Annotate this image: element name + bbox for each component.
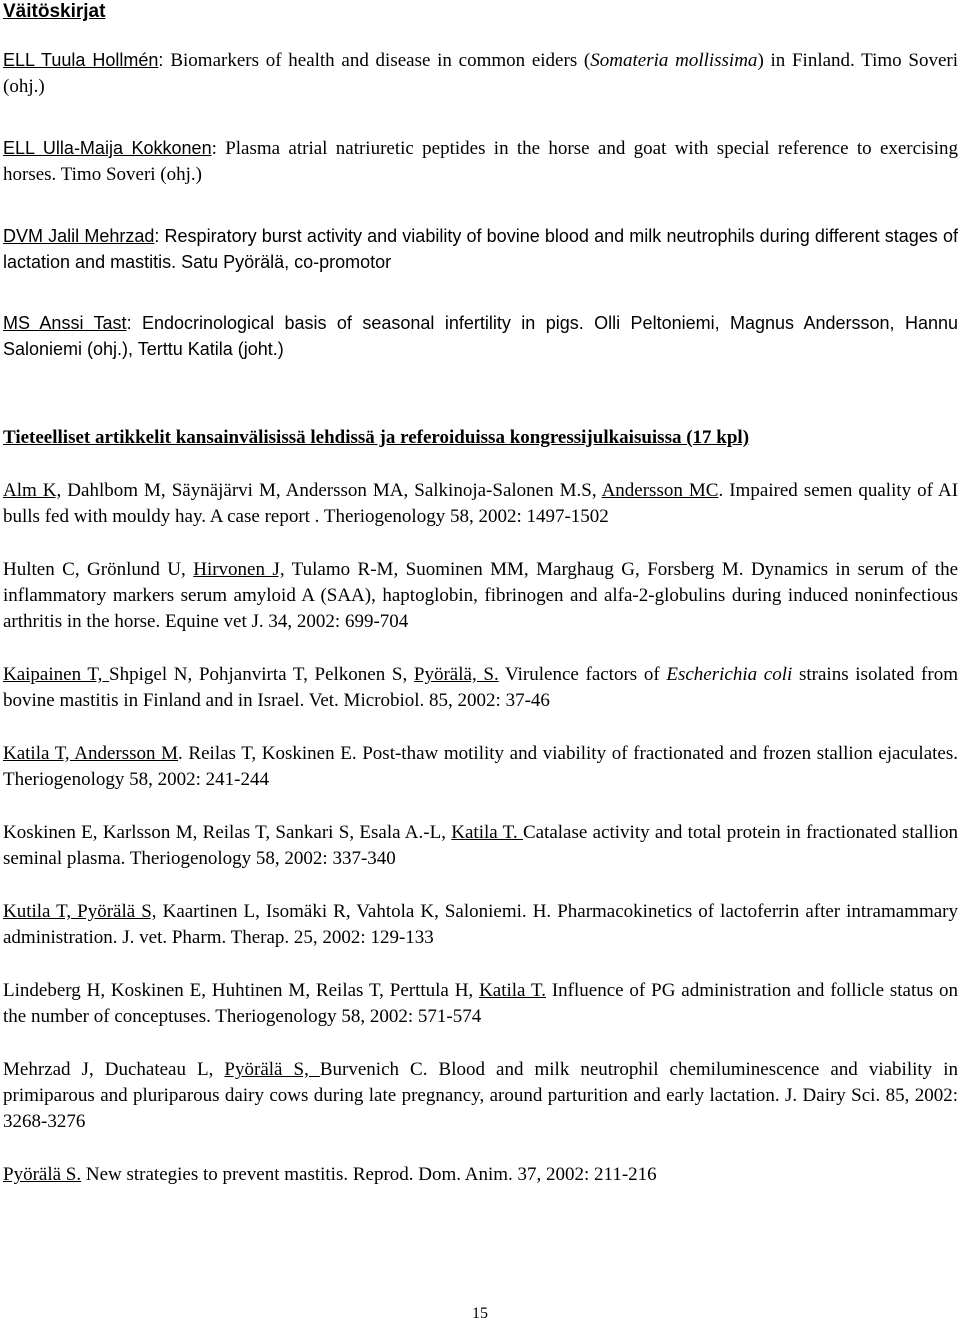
thesis-species: Somateria mollissima	[590, 50, 758, 71]
article-entry	[3, 478, 958, 530]
article-text: Shpigel N, Pohjanvirta T, Pelkonen S,	[109, 664, 414, 685]
article-text: New strategies to prevent mastitis. Reprod. Dom. Anim. 37, 2002: 211-216	[81, 1164, 657, 1185]
document-page	[3, 0, 958, 1188]
thesis-text: Respiratory burst activity and viability of bovine blood and milk neutrophils during different stages of lactation and mastitis. Satu Pyörälä, co-promotor	[3, 226, 958, 272]
article-author-highlight: Pyörälä S.	[3, 1164, 82, 1185]
article-author-highlight: Hirvonen J,	[193, 559, 285, 580]
article-text: Catalase activity and total protein in fractionated stallion seminal plasma. Theriogenology 58, 2002: 337-340	[3, 822, 958, 869]
thesis-sep: :	[154, 226, 165, 246]
article-entry	[3, 557, 958, 635]
article-text: Burvenich C. Blood and milk neutrophil chemiluminescence and viability in primiparous and pluriparous dairy cows during late pregnancy, around parturition and early lactation. J. Dairy Sci. 85, 2002: 3268-3276	[3, 1059, 958, 1132]
thesis-entry	[3, 47, 958, 100]
article-text: Koskinen E, Karlsson M, Reilas T, Sankari S, Esala A.-L,	[3, 822, 452, 843]
article-text: Virulence factors of	[498, 664, 667, 685]
thesis-entry	[3, 310, 958, 362]
page-heading: Väitöskirjat	[3, 1, 106, 22]
article-author-highlight: Kaipainen T,	[3, 664, 110, 685]
article-text: Kaartinen L, Isomäki R, Vahtola K, Saloniemi. H. Pharmacokinetics of lactoferrin after intramammary administration. J. vet. Pharm. Therap. 25, 2002: 129-133	[3, 901, 958, 948]
thesis-entry	[3, 135, 958, 188]
thesis-text: ) in Finland. Timo Soveri (ohj.)	[3, 50, 958, 97]
article-entry	[3, 741, 958, 793]
article-entry	[3, 1057, 958, 1135]
article-author-highlight: Andersson MC	[601, 480, 719, 501]
article-text: strains isolated from bovine mastitis in Finland and in Israel. Vet. Microbiol. 85, 2002: 37-46	[3, 664, 958, 711]
article-entry	[3, 820, 958, 872]
section-title: Tieteelliset artikkelit kansainvälisissä lehdissä ja referoiduissa kongressijulkaisuissa (17 kpl)	[3, 427, 750, 448]
article-text: Hulten C, Grönlund U,	[3, 559, 194, 580]
article-author-highlight: Pyörälä S,	[224, 1059, 320, 1080]
thesis-text: Plasma atrial natriuretic peptides in the horse and goat with special reference to exercising horses. Timo Soveri (ohj.)	[3, 138, 959, 185]
article-author-highlight: Katila T, Andersson M	[3, 743, 179, 764]
article-entry	[3, 662, 958, 714]
article-text: Dahlbom M, Säynäjärvi M, Andersson MA, Salkinoja-Salonen M.S,	[61, 480, 602, 501]
article-text: Tulamo R-M, Suominen MM, Marghaug G, Forsberg M. Dynamics in serum of the inflammatory markers serum amyloid A (SAA), haptoglobin, fibrinogen and alfa-2-globulins during induced noninfectious arthritis in the horse. Equine vet J. 34, 2002: 699-704	[3, 559, 959, 632]
article-author-highlight: Alm K,	[3, 480, 62, 501]
article-text: . Impaired semen quality of AI bulls fed with mouldy hay. A case report . Theriogenology 58, 2002: 1497-1502	[3, 480, 959, 527]
thesis-entry	[3, 223, 958, 275]
article-author-highlight: Katila T.	[479, 980, 546, 1001]
article-entry	[3, 978, 958, 1030]
article-text: Lindeberg H, Koskinen E, Huhtinen M, Reilas T, Perttula H,	[3, 980, 480, 1001]
article-text: Influence of PG administration and follicle status on the number of conceptuses. Theriogenology 58, 2002: 571-574	[3, 980, 959, 1027]
thesis-sep: :	[211, 138, 226, 159]
thesis-author: ELL Ulla-Maija Kokkonen	[3, 138, 212, 158]
article-author-highlight: Katila T.	[451, 822, 523, 843]
thesis-text: Biomarkers of health and disease in common eiders (	[170, 50, 591, 71]
thesis-author: DVM Jalil Mehrzad	[3, 226, 155, 246]
thesis-author: ELL Tuula Hollmén	[3, 50, 159, 70]
article-text: . Reilas T, Koskinen E. Post-thaw motility and viability of fractionated and frozen stallion ejaculates. Theriogenology 58, 2002: 241-244	[3, 743, 958, 790]
thesis-sep: :	[126, 313, 142, 333]
article-species: Escherichia coli	[666, 664, 793, 685]
article-text: Mehrzad J, Duchateau L,	[3, 1059, 225, 1080]
article-author-highlight: Pyörälä, S.	[413, 664, 499, 685]
article-entry	[3, 899, 958, 951]
page-number: 15	[472, 1305, 488, 1322]
thesis-author: MS Anssi Tast	[3, 313, 127, 333]
article-author-highlight: Kutila T, Pyörälä S,	[3, 901, 157, 922]
article-entry	[3, 1162, 958, 1188]
thesis-text: Endocrinological basis of seasonal infertility in pigs. Olli Peltoniemi, Magnus Andersson, Hannu Saloniemi (ohj.), Terttu Katila (joht.)	[3, 313, 958, 359]
thesis-sep: :	[158, 50, 171, 70]
